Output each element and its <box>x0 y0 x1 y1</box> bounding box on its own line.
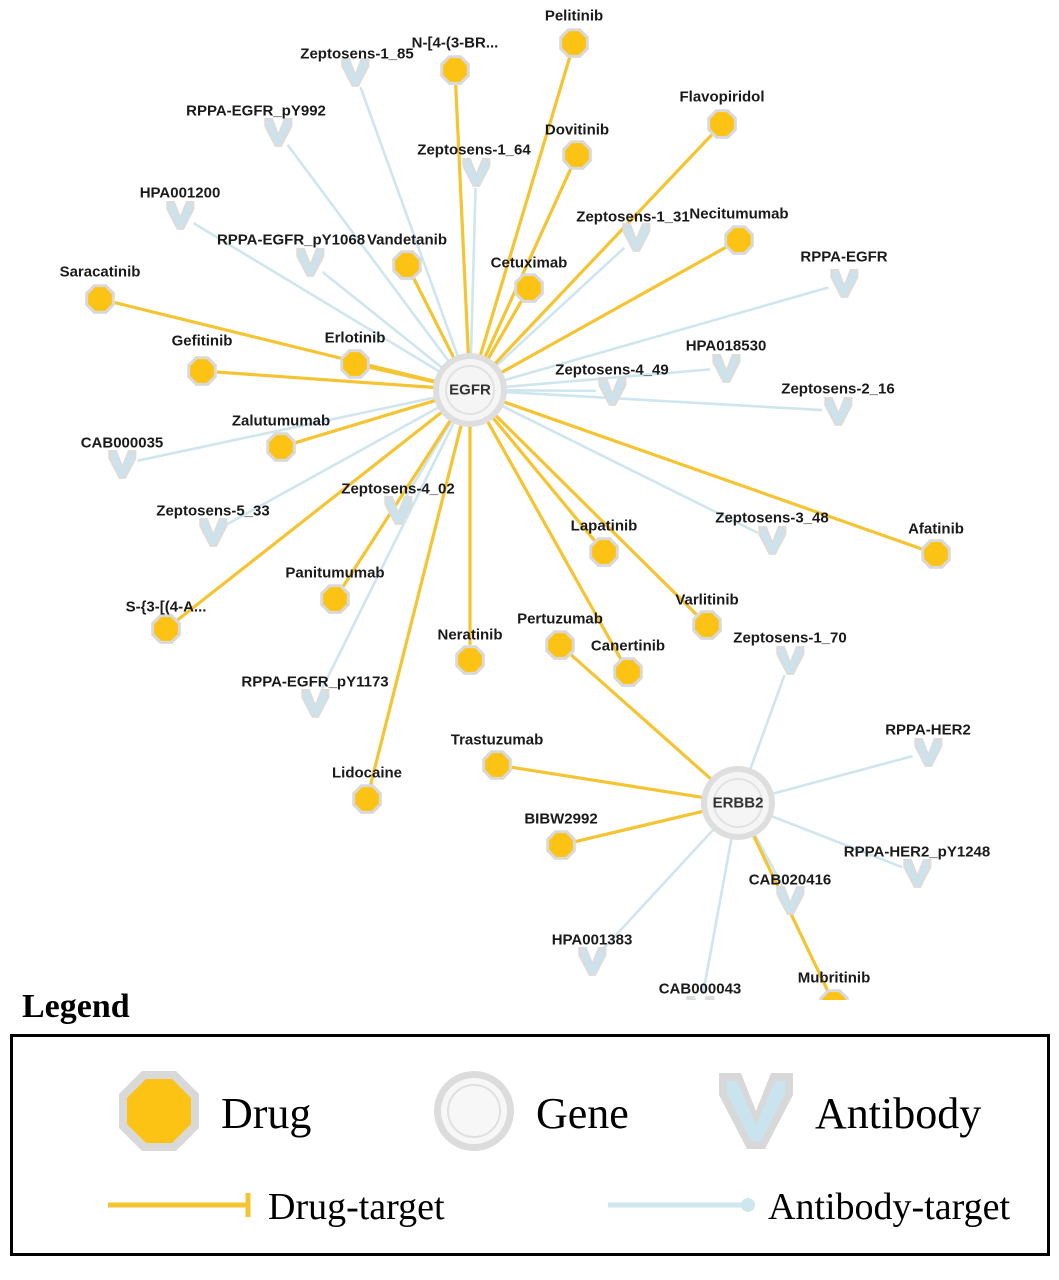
antibody-target-edge <box>471 188 476 360</box>
gene-icon <box>428 1065 520 1162</box>
antibody-target-edge <box>360 87 459 362</box>
antibody-target-edge <box>500 390 596 391</box>
legend-edge-antibody-target <box>608 1185 1010 1229</box>
antibody-target-edge <box>766 814 902 867</box>
drug-node-label: Lidocaine <box>331 764 403 782</box>
antibody-node[interactable] <box>776 886 804 915</box>
drug-node[interactable] <box>455 645 485 675</box>
antibody-node[interactable] <box>776 646 804 675</box>
antibody-node-label: CAB020416 <box>748 871 832 889</box>
antibody-node[interactable] <box>758 526 786 555</box>
legend-item-antibody <box>713 1065 981 1162</box>
antibody-node-label: Zeptosens-1_31 <box>576 208 690 226</box>
antibody-node-label: Zeptosens-4_02 <box>341 480 455 498</box>
legend-label-drug-target: Drug-target <box>268 1186 445 1228</box>
drug-target-edge <box>456 85 469 360</box>
antibody-target-edge <box>500 392 822 410</box>
antibody-node-label: HPA001383 <box>551 931 633 949</box>
antibody-icon <box>713 1065 799 1162</box>
legend-label-antibody: Antibody <box>815 1089 982 1138</box>
drug-node[interactable] <box>85 284 115 314</box>
antibody-node-label: CAB000035 <box>80 434 164 452</box>
drug-node-label: Zalutumumab <box>231 412 331 430</box>
drug-node-label: Neratinib <box>437 626 503 644</box>
legend-box <box>10 1034 1050 1256</box>
drug-node[interactable] <box>482 750 512 780</box>
drug-node[interactable] <box>440 55 470 85</box>
drug-node-label: Panitumumab <box>285 564 385 582</box>
drug-node-label: N-[4-(3-BR... <box>411 34 499 52</box>
antibody-target-edge <box>322 272 446 371</box>
drug-node[interactable] <box>546 830 576 860</box>
antibody-node[interactable] <box>199 518 227 547</box>
antibody-node-label: HPA018530 <box>685 337 767 355</box>
drug-node[interactable] <box>514 273 544 303</box>
drug-node-label: Varlitinib <box>675 591 739 609</box>
drug-node-label: S-{3-[(4-A... <box>125 598 207 616</box>
drug-node[interactable] <box>707 109 737 139</box>
antibody-node-label: Zeptosens-2_16 <box>781 380 895 398</box>
antibody-target-edge <box>288 145 453 366</box>
drug-node[interactable] <box>392 250 422 280</box>
antibody-node-label: Zeptosens-3_48 <box>715 509 829 527</box>
drug-node-label: Afatinib <box>908 520 964 538</box>
drug-node[interactable] <box>266 432 296 462</box>
antibody-target-edge <box>603 825 718 949</box>
antibody-node[interactable] <box>598 377 626 406</box>
drug-node[interactable] <box>613 657 643 687</box>
legend-label-drug: Drug <box>221 1089 312 1138</box>
gene-node[interactable] <box>701 766 775 840</box>
antibody-target-edge <box>748 675 784 775</box>
drug-node[interactable] <box>352 784 382 814</box>
legend-title: Legend <box>22 988 130 1025</box>
antibody-node[interactable] <box>824 397 852 426</box>
antibody-node-label: RPPA-EGFR <box>800 248 888 266</box>
drug-node[interactable] <box>320 584 350 614</box>
antibody-target-edge-icon <box>608 1188 758 1227</box>
antibody-node-label: RPPA-EGFR_pY1173 <box>241 673 389 691</box>
antibody-node-label: Zeptosens-1_70 <box>733 629 847 647</box>
drug-node[interactable] <box>187 356 217 386</box>
drug-target-edge <box>491 411 696 614</box>
drug-node-label: Gefitinib <box>171 332 233 350</box>
drug-target-edge <box>491 135 712 368</box>
legend-label-antibody-target: Antibody-target <box>768 1186 1011 1228</box>
antibody-node[interactable] <box>166 201 194 230</box>
drug-target-edge <box>295 399 441 443</box>
drug-target-edge <box>498 400 922 549</box>
gene-node-label: ERBB2 <box>712 794 764 812</box>
drug-target-edge-icon <box>108 1188 258 1227</box>
legend-label-gene: Gene <box>536 1089 629 1138</box>
drug-node-label: Necitumumab <box>689 205 789 223</box>
drug-node-label: Pertuzumab <box>517 610 603 628</box>
antibody-target-edge <box>767 756 913 795</box>
drug-target-edge <box>512 767 709 798</box>
drug-target-edge <box>343 415 454 586</box>
drug-node[interactable] <box>559 28 589 58</box>
antibody-node-label: RPPA-EGFR_pY992 <box>186 102 326 120</box>
drug-node[interactable] <box>545 630 575 660</box>
antibody-node[interactable] <box>622 223 650 252</box>
drug-node[interactable] <box>921 539 951 569</box>
drug-node-label: Pelitinib <box>544 7 604 25</box>
legend <box>10 988 1050 1256</box>
antibody-node-label: Zeptosens-1_85 <box>300 45 414 63</box>
gene-node-label: EGFR <box>449 381 491 399</box>
drug-node-label: Saracatinib <box>59 263 141 281</box>
drug-node-label: Vandetanib <box>366 231 448 249</box>
antibody-node-label: RPPA-EGFR_pY1068 <box>216 231 366 249</box>
drug-node[interactable] <box>151 614 181 644</box>
antibody-node-label: Zeptosens-4_49 <box>555 361 669 379</box>
gene-node[interactable] <box>433 353 507 427</box>
antibody-node[interactable] <box>341 58 369 87</box>
drug-node-label: Canertinib <box>590 637 666 655</box>
drug-node-label: Cetuximab <box>490 254 568 272</box>
antibody-node-label: Zeptosens-5_33 <box>156 502 270 520</box>
antibody-target-edge <box>703 833 733 995</box>
antibody-node[interactable] <box>712 354 740 383</box>
antibody-node-label: RPPA-HER2 <box>885 721 971 739</box>
antibody-node-label: Zeptosens-1_64 <box>417 141 531 159</box>
antibody-target-edge <box>499 287 829 381</box>
antibody-node[interactable] <box>914 738 942 767</box>
antibody-node[interactable] <box>301 689 329 718</box>
drug-node-label: Lapatinib <box>570 517 638 535</box>
drug-node-label: Mubritinib <box>797 969 871 987</box>
drug-target-edge <box>496 247 726 375</box>
legend-item-drug <box>113 1065 311 1162</box>
antibody-node[interactable] <box>903 859 931 888</box>
drug-target-edge <box>571 655 715 783</box>
antibody-node-label: RPPA-HER2_pY1248 <box>843 843 991 861</box>
antibody-node[interactable] <box>462 158 490 187</box>
antibody-node[interactable] <box>578 947 606 976</box>
antibody-node[interactable] <box>830 269 858 298</box>
drug-target-edge <box>479 57 570 361</box>
legend-edge-drug-target <box>108 1185 445 1229</box>
antibody-node-label: HPA001200 <box>139 184 221 202</box>
drug-node[interactable] <box>562 140 592 170</box>
antibody-target-edge <box>752 829 782 885</box>
drug-node-label: Flavopiridol <box>679 88 765 106</box>
antibody-node[interactable] <box>108 450 136 479</box>
drug-node-label: Trastuzumab <box>450 731 544 749</box>
antibody-node-label: CAB000043 <box>658 980 742 998</box>
drug-node[interactable] <box>724 225 754 255</box>
antibody-node[interactable] <box>296 248 324 277</box>
antibody-node[interactable] <box>264 118 292 147</box>
drug-icon <box>113 1065 205 1162</box>
drug-node[interactable] <box>692 610 722 640</box>
drug-node[interactable] <box>589 537 619 567</box>
drug-target-edge <box>370 367 441 383</box>
drug-node-label: Erlotinib <box>324 329 386 347</box>
drug-node-label: Dovitinib <box>544 121 610 139</box>
legend-item-gene <box>428 1065 629 1162</box>
drug-node-label: BIBW2992 <box>524 810 598 828</box>
drug-node[interactable] <box>340 349 370 379</box>
drug-target-edge <box>576 810 709 842</box>
antibody-target-edge <box>322 417 457 689</box>
